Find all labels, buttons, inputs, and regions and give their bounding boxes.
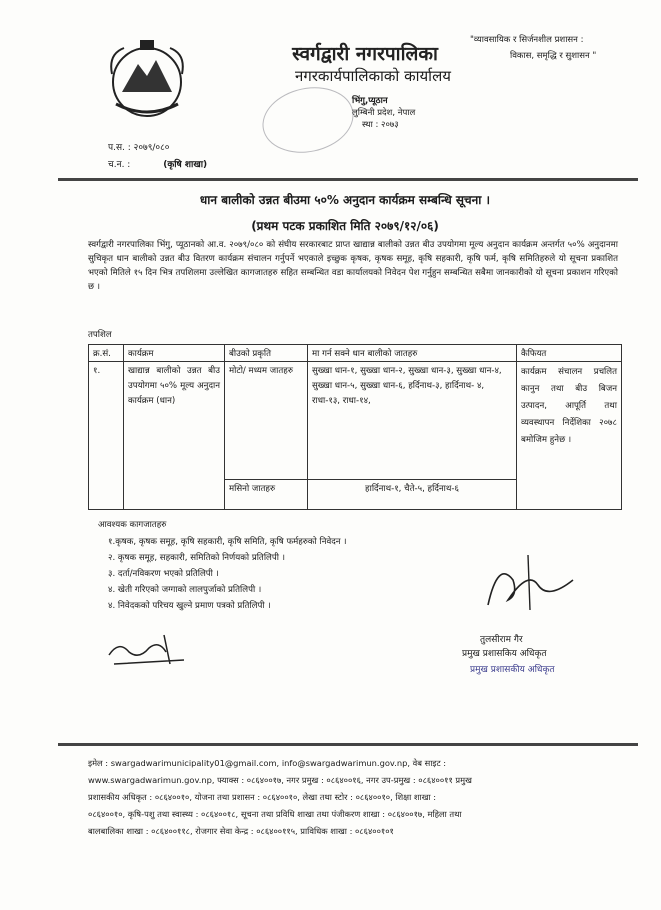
list-item: २. कृषक समूह, सहकारी, समितिको निर्णयको प्रतिलिपी । bbox=[108, 553, 285, 563]
cell-type-coarse: मोटो/ मध्यम जातहरु bbox=[225, 362, 308, 480]
col-remarks-header: कैफियत bbox=[517, 345, 622, 362]
slogan-line-1: "व्यावसायिक र सिर्जनशील प्रशासन : bbox=[470, 35, 584, 45]
footer-line-1: इमेल : swargadwarimunicipality01@gmail.com, info@swargadwarimun.gov.np, वेब साइट : bbox=[88, 758, 447, 768]
notice-body: स्वर्गद्वारी नगरपालिका भिंगु, प्यूठानको आ.व. २०७९/०८० को संघीय सरकारबाट प्राप्त खाद्यान्न बालीको उन्नत बीउ उपयोगमा मूल्य अनुदान कार्यक्रम अन्तर्गत ५०% अनुदानमा सुचिकृत धान बालीको उन्नत बीउ वितरण कार्यक्रम संचालन गर्नुपर्ने भएकाले इच्छुक कृषक, कृषक समूह, कृषि सहकारी, कृषि फर्म, कृषि समितिहरुले यो सूचना प्रकाशित भएको मितिले १५ दिन भित्र तपशिलमा उल्लेखित कागजातहरु सहित सम्बन्धित वडा कार्यालयको निवेदन पेश गर्नुहुन सम्बन्धित सबैमा जानकारीको यो सूचना प्रकाशन गरिएको छ । bbox=[88, 240, 618, 292]
nepal-emblem-logo bbox=[100, 34, 195, 124]
dispatch-number-label: च.न. : bbox=[108, 160, 131, 170]
footer-line-5: बालबालिका शाखा : ०८६४००११८, रोजगार सेवा केन्द्र : ०८६४००११५, प्राविधिक शाखा : ०८६४००१०१ bbox=[88, 826, 394, 836]
subject-line-2: (प्रथम पटक प्रकाशित मिति २०७९/१२/०६) bbox=[251, 219, 439, 233]
dispatch-line bbox=[108, 157, 207, 174]
required-documents-title: आवश्यक कागजातहरु bbox=[98, 520, 167, 530]
subject-line-1: धान बालीको उन्नत बीउमा ५०% अनुदान कार्यक्रम सम्बन्धि सूचना । bbox=[199, 193, 491, 207]
letter-number: प.स. : २०७९/०८० bbox=[108, 143, 170, 153]
cell-sn: १. bbox=[89, 362, 124, 510]
office-name: नगरकार्यपालिकाको कार्यालय bbox=[295, 67, 451, 85]
table-row bbox=[89, 362, 622, 480]
col-varieties-header: मा गर्न सक्ने धान बालीको जातहरु bbox=[308, 345, 517, 362]
notice-subject bbox=[60, 187, 630, 239]
established-year: स्था : २०७३ bbox=[362, 120, 399, 130]
slogan bbox=[470, 32, 645, 64]
cell-varieties-fine: हार्दिनाथ-१, चैते-५, हर्दिनाथ-६ bbox=[308, 480, 517, 510]
office-location bbox=[352, 95, 415, 131]
footer-line-2: www.swargadwarimun.gov.np, फ्याक्स : ०८६४००१७, नगर प्रमुख : ०८६४००१६, नगर उप-प्रमुख : ०८६४००११ प्रमुख bbox=[88, 775, 472, 785]
slogan-line-2: विकास, समृद्धि र सुशासन " bbox=[510, 51, 597, 61]
location-line-1: भिंगु,प्यूठान bbox=[352, 96, 388, 106]
officer-title-stamp: प्रमुख प्रशासकीय अधिकृत bbox=[470, 665, 555, 675]
cell-program: खाद्यान्न बालीको उन्नत बीउ उपयोगमा ५०% मूल्य अनुदान कार्यक्रम (धान) bbox=[124, 362, 225, 510]
list-item: ४. निवेदकको परिचय खुल्ने प्रमाण पत्रको प्रतिलिपी । bbox=[108, 601, 271, 611]
contact-footer bbox=[88, 755, 618, 840]
cell-type-fine: मसिनो जातहरु bbox=[225, 480, 308, 510]
table-header-row bbox=[89, 345, 622, 362]
initial-signature bbox=[104, 630, 194, 674]
list-item: १.कृषक, कृषक समूह, कृषि सहकारी, कृषि समिति, कृषि फर्महरुको निवेदन । bbox=[108, 537, 347, 547]
officer-signature bbox=[478, 550, 588, 624]
location-line-2: लुम्बिनी प्रदेश, नेपाल bbox=[352, 108, 416, 118]
required-documents-list bbox=[108, 534, 347, 614]
municipality-title: स्वर्गद्वारी नगरपालिका bbox=[292, 43, 438, 65]
reference-block bbox=[108, 140, 207, 174]
office-stamp bbox=[256, 79, 359, 161]
footer-line-3: प्रशासकीय अधिकृत : ०८६४००१०, योजना तथा प्रशासन : ०८६४००१०, लेखा तथा स्टोर : ०८६४००१०, शिक्षा शाखा : bbox=[88, 792, 437, 802]
list-item: ४. खेती गरिएको जग्गाको लालपुर्जाको प्रतिलिपी । bbox=[108, 585, 262, 595]
col-seed-type-header: बीउको प्रकृति bbox=[225, 345, 308, 362]
officer-title: प्रमुख प्रशासकिय अधिकृत bbox=[462, 649, 547, 659]
footer-line-4: ०८६४००१०, कृषि-पशु तथा स्वास्थ्य : ०८६४००१८, सूचना तथा प्रविधि शाखा तथा पंजीकरण शाखा : ०८६४००१७, महिला तथा bbox=[88, 809, 462, 819]
section-name: (कृषि शाखा) bbox=[163, 160, 208, 170]
header-divider bbox=[58, 178, 638, 181]
officer-name: तुलसीराम गैर bbox=[480, 635, 523, 645]
program-table bbox=[88, 344, 622, 510]
list-item: ३. दर्ता/नविकरण भएको प्रतिलिपी । bbox=[108, 569, 219, 579]
footer-divider bbox=[58, 743, 638, 746]
cell-remarks: कार्यक्रम संचालन प्रचलित कानुन तथा बीउ बिजन उत्पादन, आपूर्ति तथा व्यवस्थापन निर्देशिका २०७८ बमोजिम हुनेछ । bbox=[517, 362, 622, 510]
col-program-header: कार्यक्रम bbox=[124, 345, 225, 362]
col-sn-header: क्र.सं. bbox=[89, 345, 124, 362]
cell-varieties-coarse: सुख्खा धान-१, सुख्खा धान-२, सुख्खा धान-३, सुख्खा धान-४, सुख्खा धान-५, सुख्खा धान-६, हर्दिनाथ-३, हार्दिनाथ- ४, राधा-१३, राधा-१४, bbox=[308, 362, 517, 480]
details-label: तपशिल bbox=[88, 330, 112, 340]
